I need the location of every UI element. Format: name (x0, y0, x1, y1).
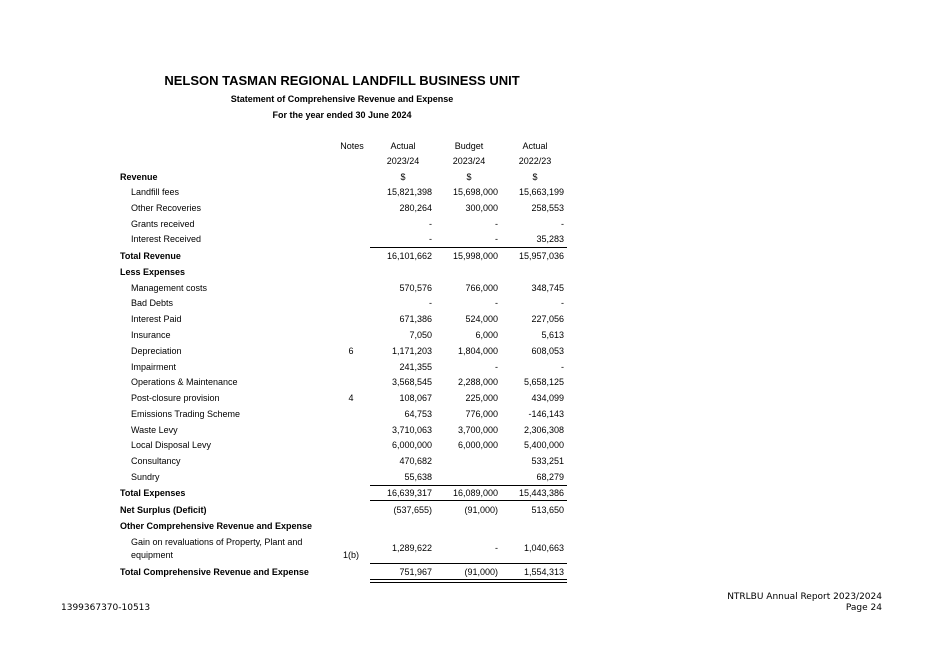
col2-unit: $ (466, 172, 472, 182)
page-number: Page 24 (845, 603, 882, 613)
double-rule (370, 579, 567, 580)
report-name: NTRLBU Annual Report 2023/2024 (727, 592, 882, 602)
col1-year: 2023/24 (386, 156, 420, 166)
revenue-heading: Revenue (120, 172, 158, 182)
subtotal-rule (370, 247, 567, 248)
col3-name: Actual (522, 141, 548, 151)
col2-year: 2023/24 (452, 156, 486, 166)
expenses-heading: Less Expenses (120, 267, 186, 277)
statement-title: NELSON TASMAN REGIONAL LANDFILL BUSINESS UNIT (164, 73, 520, 88)
subtotal-rule (370, 485, 567, 486)
double-rule (370, 582, 567, 583)
ocre-heading: Other Comprehensive Revenue and Expense (120, 521, 313, 531)
document-id: 1399367370-10513 (61, 603, 151, 613)
subtotal-rule (370, 500, 567, 501)
col3-unit: $ (532, 172, 538, 182)
subtotal-rule (370, 563, 567, 564)
notes-header: Notes (340, 141, 364, 151)
col1-name: Actual (390, 141, 416, 151)
col3-year: 2022/23 (518, 156, 552, 166)
col2-name: Budget (454, 141, 484, 151)
statement-period: For the year ended 30 June 2024 (272, 110, 412, 120)
col1-unit: $ (400, 172, 406, 182)
statement-subtitle: Statement of Comprehensive Revenue and Expense (230, 94, 454, 104)
